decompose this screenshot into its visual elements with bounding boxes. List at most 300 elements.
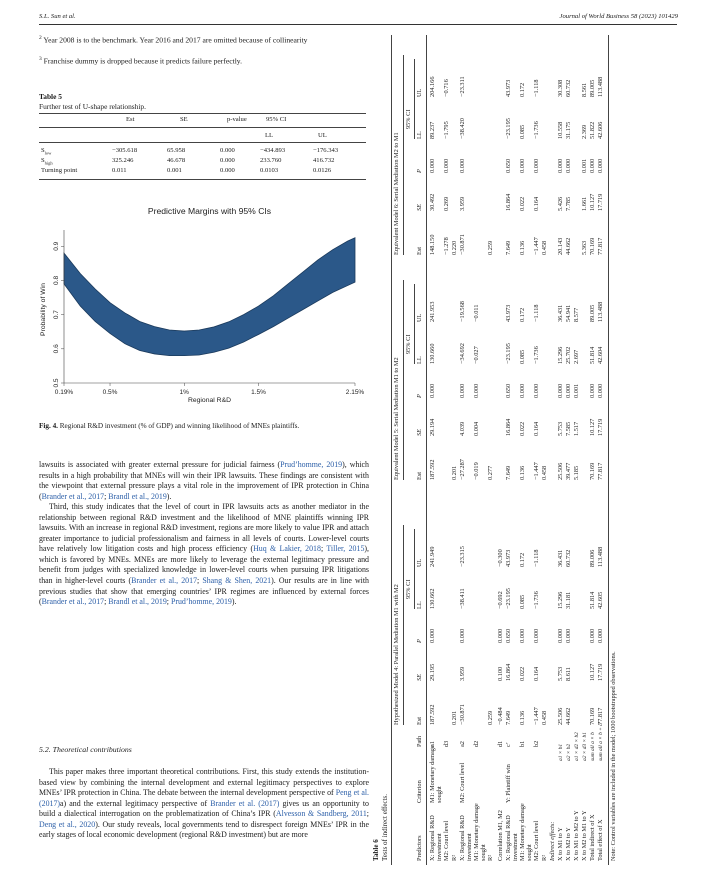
table6-value: −38.411 [459, 588, 466, 609]
x-tick-label: 0.19% [54, 389, 74, 396]
table5-caption: Table 5 Further test of U-shape relationship. [39, 92, 146, 111]
table6-value: 0.650 [505, 628, 512, 643]
table6-value: 0.004 [473, 421, 480, 436]
table6-value: 29.195 [429, 663, 436, 681]
table6-predictor: X to M2 to Y [565, 827, 572, 861]
table6-value: 30.308 [557, 79, 564, 97]
table6-predictor: R² [451, 854, 458, 861]
table6-predictor-cont: investment [466, 833, 473, 861]
table6-predictor: Correlation M1, M2 [497, 810, 504, 861]
table6-ci-header: 95% CI [405, 109, 412, 129]
table6-value: 0.000 [443, 158, 450, 173]
table5-cell: 0.0103 [260, 167, 279, 174]
table6-rotated-container [372, 35, 678, 865]
text-run: ; [166, 597, 171, 607]
table6-value: 16.864 [505, 663, 512, 681]
table6-value: 16.864 [505, 418, 512, 436]
table6-predictor: X to M1 to M2 to Y [573, 810, 580, 861]
figure-caption: Fig. 4. Regional R&D investment (% of GDP) and winning likelihood of MNEs plaintiffs. [39, 422, 300, 430]
section-heading: 5.2. Theoretical contributions [39, 745, 132, 754]
table6-predictor: M2: Court level [533, 820, 540, 861]
y-axis-label: Probability of Win [40, 283, 47, 336]
table6-path: sum all a × b + c’ [598, 721, 604, 761]
table6-predictor: X: Regional R&D [505, 815, 512, 861]
x-tick-label: 1% [179, 389, 189, 396]
table6-col-head: Est [416, 471, 423, 480]
table5-cell: −305.618 [112, 147, 138, 154]
table6-value: −34.692 [459, 343, 466, 364]
table6-value: 0.458 [541, 710, 548, 725]
table6-value: 5.753 [557, 666, 564, 681]
citation-link[interactable]: Prud’homme, 2019 [280, 460, 343, 469]
table5-cell: 325.246 [112, 157, 134, 164]
table6-value: 0.001 [573, 383, 580, 398]
table6-value: 15.296 [557, 346, 564, 364]
table6-value: −1.447 [533, 707, 540, 725]
table6-predictor: R² [541, 854, 548, 861]
table6-value: 204.166 [429, 76, 436, 97]
table6-value: 0.458 [541, 465, 548, 480]
table6-col-head: UL [416, 313, 423, 322]
y-tick-label: 0.9 [53, 241, 60, 251]
table6-value: −0.011 [473, 304, 480, 322]
table6-value: 0.000 [565, 158, 572, 173]
table6-value: 0.259 [487, 240, 494, 255]
table6-value: 2.697 [573, 349, 580, 364]
table6-value: 0.000 [459, 158, 466, 173]
table6-col-head: Est [416, 716, 423, 725]
table6-value: −1.118 [533, 549, 540, 567]
table6-value: 7.649 [505, 465, 512, 480]
table6-value: 0.000 [459, 628, 466, 643]
x-tick-label: 1.5% [251, 389, 266, 396]
table6-value: 0.001 [581, 158, 588, 173]
table6-value: 0.000 [473, 383, 480, 398]
table6-value: 43.973 [505, 549, 512, 567]
header-rule [39, 24, 677, 25]
table6-value: −1.736 [533, 121, 540, 139]
paragraph-2 [39, 502, 369, 607]
table6-value: −0.692 [497, 591, 504, 609]
text-run: ; [197, 576, 203, 586]
table6-value: 0.000 [589, 628, 596, 643]
table6-criterion: M2: Court level [459, 762, 466, 803]
table6-value: −23.315 [459, 546, 466, 567]
table6-value: −1.795 [443, 121, 450, 139]
table6-value: 0.000 [597, 158, 604, 173]
table-rule [403, 55, 404, 255]
table-rule [414, 59, 415, 139]
table5-cell: 0.011 [112, 167, 127, 174]
table6-path: c’ [505, 742, 512, 747]
table6-criterion: M1: Monetary damage [429, 745, 436, 803]
table6-predictor-cont: sought [526, 844, 533, 861]
table6-value: −30.871 [459, 234, 466, 255]
table6-value: 4.039 [459, 421, 466, 436]
citation-link[interactable]: Brandl et al., 2019 [108, 491, 167, 501]
table6-value: −1.736 [533, 346, 540, 364]
table5-header: Est [126, 116, 135, 123]
table6-value: 8.561 [581, 82, 588, 97]
table6-predictor: M2: Court level [443, 820, 450, 861]
table6 [372, 35, 678, 865]
table6-value: −1.118 [533, 79, 540, 97]
table6-model-header: Equivalent Model 6: Serial Mediation M2 to M1 [393, 132, 400, 255]
table6-value: 10.127 [589, 663, 596, 681]
table5-row-label: Turning point [41, 167, 78, 174]
table6-value: 187.592 [429, 459, 436, 480]
x-tick-label: 2.15% [345, 389, 365, 396]
table6-value: 3.959 [459, 666, 466, 681]
citation-link[interactable]: Prud’homme, 2019 [170, 597, 232, 607]
table6-value: 0.172 [519, 82, 526, 97]
table6-value: 25.506 [557, 462, 564, 480]
footnote-3: $^3$ Franchise dummy is dropped because it predicts failure perfectly. [39, 56, 243, 66]
table6-predictor: Total indirect of X [589, 814, 596, 861]
table6-predictor: Total effect of X [597, 819, 604, 861]
table6-value: 241.953 [429, 301, 436, 322]
table6-value: 7.649 [505, 710, 512, 725]
table6-value: 2.369 [581, 124, 588, 139]
table6-value: 70.169 [589, 707, 596, 725]
table6-value: 42.606 [597, 121, 604, 139]
table6-predictor-cont: investment [436, 833, 443, 861]
table6-value: 0.201 [451, 710, 458, 725]
text-run: ; [320, 544, 327, 554]
table6-col-head: Path [416, 735, 423, 747]
table6-col-head: LL [416, 131, 423, 139]
table6-ci-header: 95% CI [405, 334, 412, 354]
table6-value: 0.000 [597, 383, 604, 398]
table6-path: b2 [533, 740, 540, 747]
x-tick-label: 0.5% [102, 389, 118, 396]
table6-value: 187.592 [429, 704, 436, 725]
citation-link[interactable]: Shang & Shen, 2021 [202, 576, 272, 586]
table6-value: 51.814 [589, 591, 596, 609]
table6-value: −0.300 [497, 549, 504, 567]
body-paragraphs-bottom [39, 767, 369, 841]
table6-value: 0.000 [597, 628, 604, 643]
text-run: lawsuits is associated with greater external pressure for judicial fairness ( [39, 460, 281, 469]
table-rule [39, 113, 366, 114]
citation-link[interactable]: Brander et al., 2017 [41, 597, 105, 607]
table6-value: 0.000 [429, 158, 436, 173]
citation-link[interactable]: Brander et al., 2017 [41, 491, 105, 501]
table6-value: 15.296 [557, 591, 564, 609]
table6-value: 17.719 [597, 418, 604, 436]
chart-title: Predictive Margins with 95% CIs [147, 206, 272, 216]
table6-col-head: LL [416, 356, 423, 364]
table6-value: 0.000 [519, 628, 526, 643]
citation-link[interactable]: Brander et al., 2017 [131, 576, 198, 586]
citation-link[interactable]: Alvesson & Sandberg, 2011 [275, 809, 367, 819]
table5-header: SE [180, 116, 188, 123]
table5-cell: 0.000 [220, 167, 235, 174]
table6-col-head: SE [416, 204, 423, 211]
table-rule [403, 280, 404, 480]
text-run: ), which is favored by MNEs. MNEs are more likely to leverage the external legitimacy pressure and benefit from judges with specialized knowledge in lower-level courts when pursuing IPR litigations than in higher-level courts ( [39, 544, 369, 586]
table6-col-head: Criterion [416, 780, 423, 803]
table6-value: 60.732 [565, 549, 572, 567]
table6-caption: Table 6 Tests of indirect effects. [372, 793, 389, 861]
table6-path: a2 × b2 [566, 743, 572, 761]
table6-value: 0.085 [519, 594, 526, 609]
table5-cell: 0.001 [167, 167, 182, 174]
table6-value: 0.172 [519, 307, 526, 322]
table6-value: 0.000 [565, 628, 572, 643]
table6-value: 0.136 [519, 465, 526, 480]
table6-predictor: X: Regional R&D [429, 815, 436, 861]
table6-note: Note: Control variables are included in the model; 1000 bootstrapped observations. [610, 651, 617, 861]
table6-predictor-cont: sought [480, 844, 487, 861]
table6-value: 0.000 [533, 158, 540, 173]
table6-value: 44.662 [565, 707, 572, 725]
table6-value: 0.085 [519, 349, 526, 364]
table6-value: 44.662 [565, 237, 572, 255]
citation-link[interactable]: Deng et al., 2020 [39, 819, 96, 829]
table6-value: 148.150 [429, 234, 436, 255]
citation-link[interactable]: Brander et al. (2017) [210, 798, 280, 808]
table-rule [391, 35, 392, 865]
table6-value: −23.195 [505, 118, 512, 139]
table6-col-head: LL [416, 601, 423, 609]
table5-cell: 46.678 [167, 157, 186, 164]
table6-value: 25.506 [557, 707, 564, 725]
table6-predictor: M1: Monetary damage [519, 803, 526, 861]
table6-ci-header: 95% CI [405, 579, 412, 599]
table6-value: 0.172 [519, 552, 526, 567]
table6-value: −1.447 [533, 237, 540, 255]
table6-model-header: Hypothesized Model 4: Parallel Mediation M1 with M2 [393, 584, 400, 725]
table6-predictor: R² [487, 854, 494, 861]
table6-value: 3.959 [459, 196, 466, 211]
table6-value: 89.005 [589, 79, 596, 97]
table6-value: 42.604 [597, 346, 604, 364]
table6-value: 0.164 [533, 196, 540, 211]
table6-value: 0.000 [459, 383, 466, 398]
table6-value: 0.022 [519, 421, 526, 436]
table6-predictor: X to M1 to Y [557, 827, 564, 861]
table6-value: 31.175 [565, 121, 572, 139]
table6-col-head: UL [416, 558, 423, 567]
table-rule [39, 179, 366, 180]
table6-value: −23.195 [505, 588, 512, 609]
table6-value: 5.185 [573, 465, 580, 480]
table6-value: 17.719 [597, 193, 604, 211]
table6-value: 51.822 [589, 121, 596, 139]
citation-link[interactable]: Huq & Lakier, 2018 [253, 544, 321, 554]
table6-value: 36.431 [557, 549, 564, 567]
text-run: ). [166, 491, 172, 501]
table-rule [403, 525, 404, 725]
table6-value: 0.458 [541, 240, 548, 255]
table6-value: −0.484 [497, 707, 504, 725]
y-tick-label: 0.7 [53, 310, 60, 320]
paragraph-3 [39, 767, 369, 841]
table5-cell: 0.0126 [313, 167, 332, 174]
table6-value: 31.181 [565, 591, 572, 609]
table6-value: 0.000 [519, 158, 526, 173]
table6-value: 8.611 [565, 667, 572, 681]
table-rule [414, 529, 415, 609]
table6-value: 0.000 [557, 383, 564, 398]
table6-value: −30.871 [459, 704, 466, 725]
text-run: This paper makes three important theoretical contributions. First, this study extends the institution-based view by combining the internal development and external legitimacy perspectives to explore MNEs’ IPR protection in China. The debate between the internal development perspective of [39, 767, 369, 798]
table5-cell: −434.893 [260, 147, 286, 154]
table6-value: 0.000 [557, 628, 564, 643]
table6-value: 70.169 [589, 237, 596, 255]
table6-value: 0.201 [451, 465, 458, 480]
table6-value: 36.431 [557, 304, 564, 322]
table6-value: 0.269 [443, 196, 450, 211]
table6-value: 60.732 [565, 79, 572, 97]
table6-value: 0.164 [533, 666, 540, 681]
table6-criterion-cont: sought [436, 786, 443, 803]
table6-value: −0.716 [443, 79, 450, 97]
table-rule [608, 35, 609, 865]
table5-subheader: UL [318, 132, 327, 139]
table6-value: 43.973 [505, 304, 512, 322]
table6-path: a2 × d3 × b1 [582, 732, 588, 761]
text-run: ), which results in a high probability that MNEs will win their IPR lawsuits. These findings are consistent with the viewpoint that external pressure plays a vital role in the improvement of IPR protection in China ( [39, 460, 369, 501]
table6-value: 0.000 [429, 628, 436, 643]
table6-value: 43.973 [505, 79, 512, 97]
table5-header: 95% CI [266, 116, 287, 123]
text-run: ). Our results are in line with previous studies that show that emerging countries’ IPR regimes are influenced by external forces ( [39, 576, 369, 607]
table6-value: −0.019 [473, 462, 480, 480]
y-tick-label: 0.6 [53, 344, 60, 354]
paragraph-1 [39, 460, 369, 502]
text-run: a) and the external legitimacy perspective of [60, 798, 211, 808]
table-rule [426, 35, 427, 865]
table6-path: d1 [497, 740, 504, 747]
citation-link[interactable]: Tiller, 2015 [326, 544, 365, 554]
table5-cell: 233.760 [260, 157, 282, 164]
table6-value: −19.568 [459, 301, 466, 322]
table6-col-head: P [416, 169, 423, 173]
text-run: ; [104, 491, 109, 501]
table6-value: 0.000 [533, 383, 540, 398]
table6-path: d3 [443, 740, 450, 747]
table6-value: 0.000 [533, 628, 540, 643]
running-header-authors: S.L. Sun et al. [39, 13, 76, 20]
table6-value: −38.420 [459, 118, 466, 139]
table6-col-head: Predictors [416, 835, 423, 861]
table6-value: 0.085 [519, 124, 526, 139]
table6-value: −0.027 [473, 346, 480, 364]
table6-value: 77.817 [597, 237, 604, 255]
table6-value: 51.814 [589, 346, 596, 364]
table6-value: 0.000 [519, 383, 526, 398]
table6-value: −1.118 [533, 304, 540, 322]
text-run: ). Our study reveals, local governments tend to disrespect foreign MNEs’ IPR in the early stages of local economic development (regional R&D investment) but are more [39, 819, 369, 840]
table6-value: 0.000 [565, 383, 572, 398]
table6-value: 10.558 [557, 121, 564, 139]
y-tick-label: 0.5 [53, 378, 60, 388]
table6-value: 89.005 [589, 304, 596, 322]
table6-value: 113.488 [597, 76, 604, 97]
citation-link[interactable]: Peng et al. (2017) [39, 788, 369, 808]
table-rule [39, 142, 366, 143]
table6-path: a1 [429, 741, 436, 747]
table6-value: −1.447 [533, 462, 540, 480]
table5-cell: 0.000 [220, 147, 235, 154]
table6-value: 70.169 [589, 462, 596, 480]
text-run: ). [231, 597, 237, 607]
table5-cell: 0.000 [220, 157, 235, 164]
table6-value: 113.488 [597, 546, 604, 567]
table6-path: a2 [459, 741, 466, 747]
citation-link[interactable]: Brandl et al., 2019 [108, 597, 167, 607]
table6-path: sum all a × b [590, 732, 596, 761]
table6-value: 0.650 [505, 383, 512, 398]
table6-value: −23.311 [459, 76, 466, 97]
x-axis-label: Regional R&D [187, 397, 232, 404]
table6-col-head: Est [416, 246, 423, 255]
table6-model-header: Equivalent Model 5: Serial Mediation M1 to M2 [393, 357, 400, 480]
text-run: ; [104, 597, 109, 607]
table6-value: 1.661 [581, 196, 588, 211]
table6-value: 5.426 [557, 196, 564, 211]
table6-value: −23.195 [505, 343, 512, 364]
table6-value: 130.662 [429, 588, 436, 609]
table6-path: a1 × d2 × b2 [574, 732, 580, 761]
text-run: ; [366, 809, 369, 819]
table6-value: 30.492 [429, 193, 436, 211]
table6-predictor: Indirect effects: [549, 821, 556, 861]
table6-value: 0.136 [519, 240, 526, 255]
table6-value: 0.277 [487, 465, 494, 480]
table6-value: 10.127 [589, 418, 596, 436]
table6-value: 7.785 [565, 196, 572, 211]
table6-path: a1 × b1 [558, 743, 564, 761]
table6-col-head: SE [416, 429, 423, 436]
table5-row-label: $S_{high}$ [41, 157, 53, 166]
table6-value: 29.194 [429, 418, 436, 436]
table6-value: 0.650 [505, 158, 512, 173]
table6-value: 0.000 [429, 383, 436, 398]
table6-value: 7.649 [505, 240, 512, 255]
text-run: gives us an opportunity to build a dialectical interrogation on the problematization of China’s IPR ( [39, 798, 369, 819]
table6-value: −1.278 [443, 237, 450, 255]
table6-col-head: P [416, 394, 423, 398]
table6-value: 0.022 [519, 666, 526, 681]
table6-value: 77.817 [597, 462, 604, 480]
table6-value: 39.477 [565, 462, 572, 480]
table6-value: 16.864 [505, 193, 512, 211]
table6-col-head: P [416, 639, 423, 643]
table-rule [39, 127, 366, 128]
table6-value: 0.100 [497, 666, 504, 681]
table5-subheader: LL [265, 132, 274, 139]
table6-value: −1.736 [533, 591, 540, 609]
y-tick-label: 0.8 [53, 275, 60, 285]
table6-criterion: Y: Plaintiff win [505, 764, 512, 803]
table6-value: 17.719 [597, 663, 604, 681]
table6-value: 130.660 [429, 343, 436, 364]
footnote-2: $^2$ Year 2008 is to the benchmark. Year 2016 and 2017 are omitted because of collinearity [39, 35, 308, 45]
table6-value: 0.000 [497, 628, 504, 643]
table6-value: 42.605 [597, 591, 604, 609]
table6-value: 89.237 [429, 121, 436, 139]
table6-predictor: X to M2 to M1 to Y [581, 810, 588, 861]
table6-value: 89.006 [589, 549, 596, 567]
table6-predictor-cont: investment [512, 833, 519, 861]
text-run: Third, this study indicates that the level of court in IPR lawsuits acts as another mediator in the relationship between regional R&D investment and the likelihood of MNE plaintiffs winning IPR lawsuits. With an increase in regional R&D investment, regions are more likely to value IPR and attach greater importance to judicial professionalism and fairness in all levels of courts. Lower-level courts have relatively low litigation costs and high process efficiency ( [39, 502, 369, 554]
table5-cell: −176.343 [313, 147, 339, 154]
table6-predictor: X: Regional R&D [459, 815, 466, 861]
table6-value: 5.753 [557, 421, 564, 436]
